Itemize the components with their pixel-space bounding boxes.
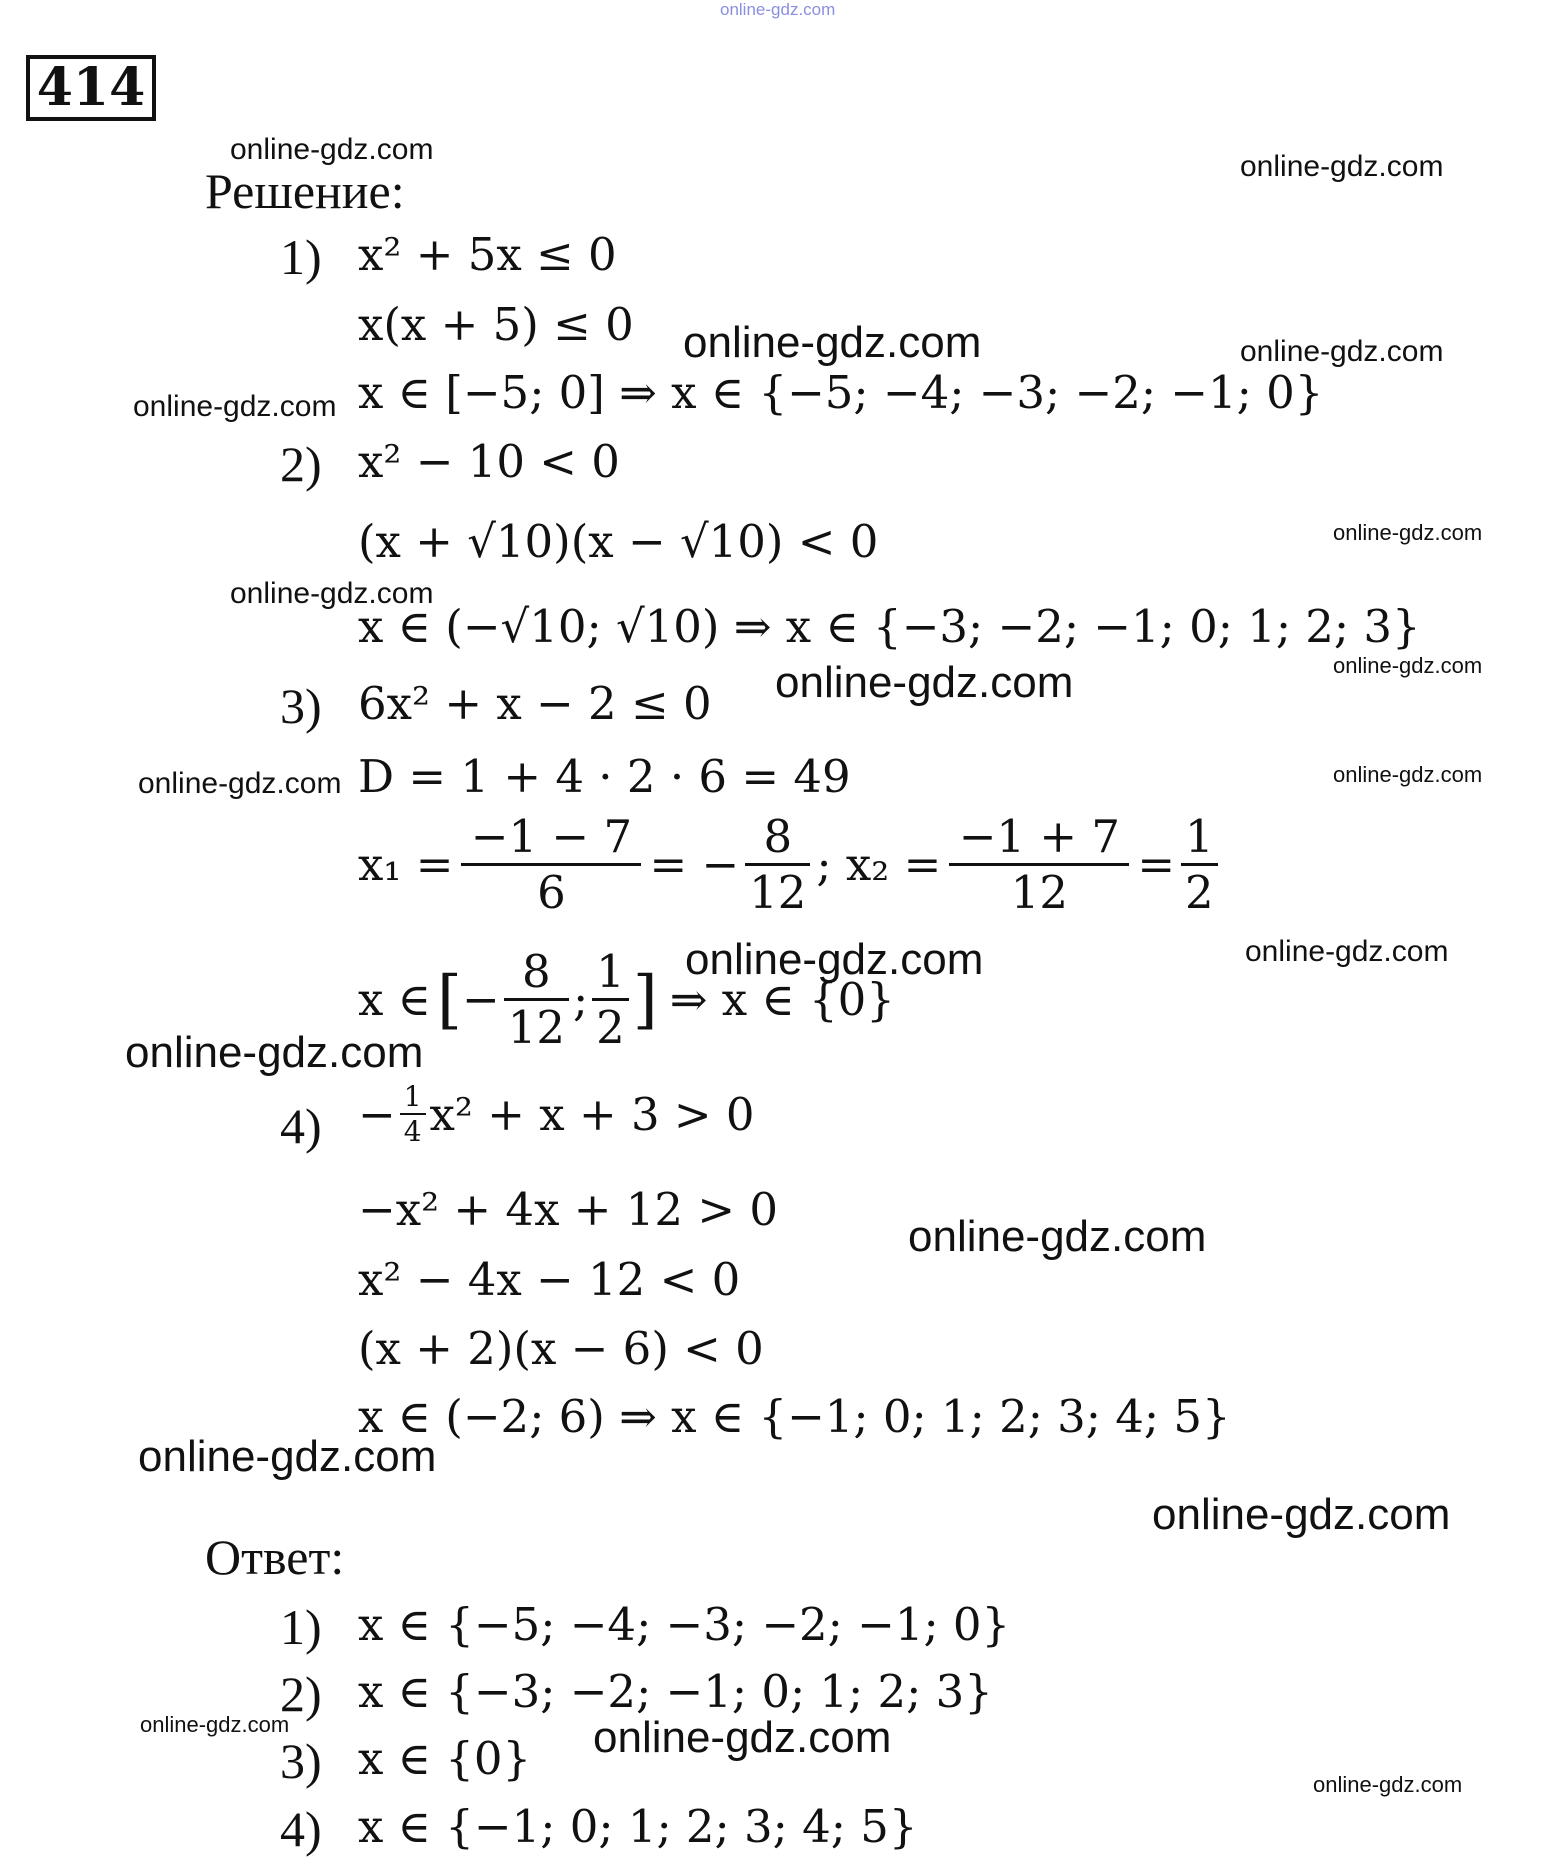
part-1-line-1: x² + 5x ≤ 0 [358,228,617,281]
watermark: online-gdz.com [1313,1772,1463,1797]
quarter-denominator: 4 [403,1115,422,1148]
answer-3: x ∈ {0} [358,1732,532,1785]
part-2-line-1: x² − 10 < 0 [358,435,620,488]
part-4-line-4: (x + 2)(x − 6) < 0 [358,1322,764,1375]
watermark: online-gdz.com [230,133,434,166]
part-1-line-3: x ∈ [−5; 0] ⇒ x ∈ {−5; −4; −3; −2; −1; 0} [358,366,1324,419]
answer-1-label: 1) [280,1599,322,1655]
part-1-line-2: x(x + 5) ≤ 0 [358,298,634,351]
x1-fraction [461,810,641,919]
answer-heading: Ответ: [205,1529,345,1585]
x2-result-numerator: 1 [1185,810,1214,863]
watermark: online-gdz.com [1240,150,1444,183]
watermark: online-gdz.com [908,1212,1207,1261]
watermark: online-gdz.com [683,318,982,367]
part-3-label: 3) [280,678,322,734]
x1-label: x₁ = [358,838,454,891]
part-2-label: 2) [280,436,322,492]
answer-4-label: 4) [280,1801,322,1857]
left-bracket-icon: [ [437,962,462,1037]
watermark: online-gdz.com [593,1713,892,1762]
x1-result-fraction [745,810,810,919]
interval-a-numerator: 8 [522,945,551,998]
watermark: online-gdz.com [1245,935,1449,968]
interval-minus: − [461,973,500,1026]
interval-a-denominator: 12 [507,1001,565,1054]
watermark: online-gdz.com [1240,335,1444,368]
watermark: online-gdz.com [140,1712,290,1737]
solution-heading: Решение: [205,163,405,219]
watermark: online-gdz.com [133,390,337,423]
part-3-roots [358,810,1224,919]
x1-denominator: 6 [537,866,566,919]
x2-result-fraction [1181,810,1218,919]
watermark: online-gdz.com [775,658,1074,707]
answer-4: x ∈ {−1; 0; 1; 2; 3; 4; 5} [358,1800,918,1853]
part-4-quarter-fraction [400,1080,426,1148]
watermark: online-gdz.com [125,1028,424,1077]
x1-result-numerator: 8 [763,810,793,863]
site-header-watermark: online-gdz.com [720,0,836,19]
interval-b-denominator: 2 [596,1001,625,1054]
part-4-line-1-rest: x² + x + 3 > 0 [429,1087,755,1141]
interval-prefix: x ∈ [358,973,431,1026]
part-3-line-1: 6x² + x − 2 ≤ 0 [358,677,712,730]
x2-equals: = [1137,838,1176,891]
part-4-line-3: x² − 4x − 12 < 0 [358,1253,741,1306]
watermark: online-gdz.com [138,767,342,800]
part-3-discriminant: D = 1 + 4 · 2 · 6 = 49 [358,750,851,803]
watermark: online-gdz.com [1333,762,1483,787]
x2-fraction [949,810,1129,919]
part-4-line-5: x ∈ (−2; 6) ⇒ x ∈ {−1; 0; 1; 2; 3; 4; 5} [358,1390,1231,1443]
interval-b-numerator: 1 [596,945,625,998]
answer-1: x ∈ {−5; −4; −3; −2; −1; 0} [358,1598,1011,1651]
part-4-line-2: −x² + 4x + 12 > 0 [358,1183,778,1236]
x1-numerator: −1 − 7 [470,810,633,863]
part-2-line-3: x ∈ (−√10; √10) ⇒ x ∈ {−3; −2; −1; 0; 1; 2; 3} [358,600,1421,653]
watermark: online-gdz.com [138,1432,437,1481]
watermark: online-gdz.com [1333,653,1483,678]
interval-fraction-b [592,945,629,1054]
interval-separator: ; [572,973,589,1026]
right-bracket-icon: ] [632,962,658,1037]
answer-3-label: 3) [280,1733,322,1789]
x1-result-denominator: 12 [749,866,807,919]
x2-result-denominator: 2 [1185,866,1214,919]
x1-equals: = − [649,838,740,891]
watermark: online-gdz.com [1152,1490,1451,1539]
watermark: online-gdz.com [1333,520,1483,545]
interval-result: ⇒ x ∈ {0} [669,973,895,1026]
x2-denominator: 12 [1010,866,1068,919]
watermark: online-gdz.com [685,935,984,984]
quarter-numerator: 1 [403,1080,422,1113]
part-4-minus: − [358,1087,396,1141]
part-4-line-1 [358,1080,755,1148]
answer-2-label: 2) [280,1666,322,1722]
answer-2: x ∈ {−3; −2; −1; 0; 1; 2; 3} [358,1665,993,1718]
part-4-label: 4) [280,1098,322,1154]
interval-fraction-a [504,945,569,1054]
problem-number: 414 [26,55,156,121]
x2-numerator: −1 + 7 [958,810,1120,863]
x2-label: ; x₂ = [816,838,942,891]
part-2-line-2: (x + √10)(x − √10) < 0 [358,515,879,568]
watermark: online-gdz.com [230,577,434,610]
part-1-label: 1) [280,229,322,285]
